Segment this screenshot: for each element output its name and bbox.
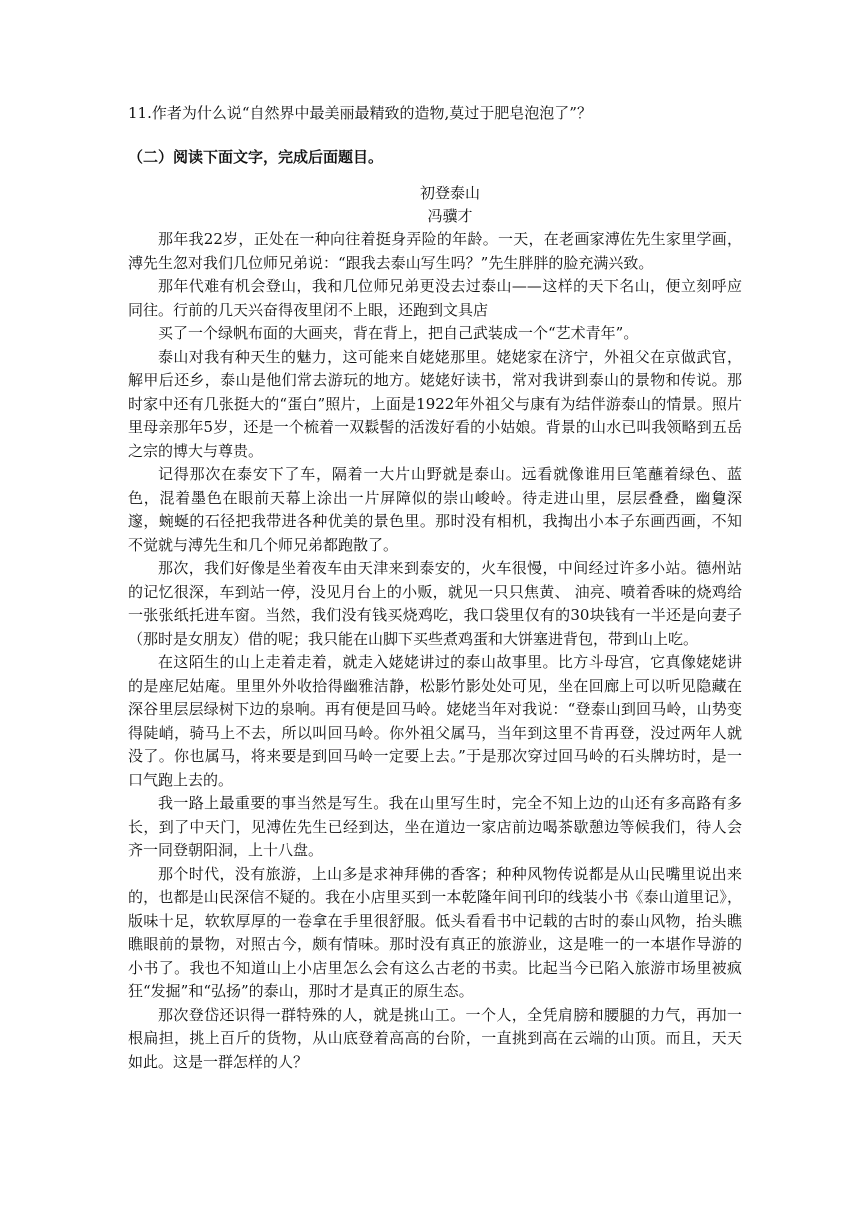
- paragraph: 那次登岱还识得一群特殊的人，就是挑山工。一个人，全凭肩膀和腰腿的力气，再加一根扁担，挑上百斤的货物，从山底登着高高的台阶，一直挑到高在云端的山顶。而且，天天如此。这是一群怎样的人？: [128, 1005, 742, 1071]
- paragraph: 我一路上最重要的事当然是写生。我在山里写生时，完全不知上边的山还有多高路有多长，到了中天门，见溥佐先生已经到达，坐在道边一家店前边喝茶歇憩边等候我们，待人会齐一同登朝阳洞，上十八盘。: [128, 794, 742, 859]
- paragraph: 那年我22岁，正处在一种向往着挺身弄险的年龄。一天，在老画家溥佐先生家里学画，溥先生忽对我们几位师兄弟说：“跟我去泰山写生吗？”先生胖胖的脸充满兴致。: [128, 230, 742, 272]
- paragraph: 那年代难有机会登山，我和几位师兄弟更没去过泰山——这样的天下名山，便立刻呼应同往。行前的几天兴奋得夜里闭不上眼，还跑到文具店: [128, 277, 742, 319]
- paragraph: 记得那次在泰安下了车，隔着一大片山野就是泰山。远看就像谁用巨笔蘸着绿色、蓝色，混着墨色在眼前天幕上涂出一片屏障似的崇山峻岭。待走进山里，层层叠叠，幽敻深邃，蜿蜒的石径把我带进各种优美的景色里。那时没有相机，我掏出小本子东画西画，不知不觉就与溥先生和几个师兄弟都跑散了。: [128, 465, 742, 554]
- article-author: 冯骥才: [427, 207, 473, 225]
- paragraph: 买了一个绿帆布面的大画夹，背在背上，把自己武装成一个“艺术青年”。: [158, 324, 639, 342]
- section-heading: （二）阅读下面文字，完成后面题目。: [128, 148, 384, 166]
- article-body: [128, 228, 742, 1074]
- question-11: 11.作者为什么说“自然界中最美丽最精致的造物,莫过于肥皂泡泡了”？: [128, 104, 592, 122]
- document-page: [128, 100, 742, 1074]
- paragraph: 那个时代，没有旅游，上山多是求神拜佛的香客；种种风物传说都是从山民嘴里说出来的，也都是山民深信不疑的。我在小店里买到一本乾隆年间刊印的线装小书《泰山道里记》，版味十足，软软厚厚的一卷拿在手里很舒服。低头看看书中记载的古时的泰山风物，抬头瞧瞧眼前的景物，对照古今，颇有情味。那时没有真正的旅游业，这是唯一的一本堪作导游的小书了。我也不知道山上小店里怎么会有这么古老的书卖。比起当今已陷入旅游市场里被疯狂“发掘”和“弘扬”的泰山，那时才是真正的原生态。: [128, 864, 742, 1000]
- paragraph: 那次，我们好像是坐着夜车由天津来到泰安的，火车很慢，中间经过许多小站。德州站的记忆很深，车到站一停，没见月台上的小贩，就见一只只焦黄、 油亮、喷着香味的烧鸡给一张张纸托进车窗。当然，我们没有钱买烧鸡吃，我口袋里仅有的30块钱有一半还是向妻子（那时是女朋友）借的呢；我只能在山脚下买些煮鸡蛋和大饼塞进背包，带到山上吃。: [128, 559, 742, 648]
- paragraph: 泰山对我有种天生的魅力，这可能来自姥姥那里。姥姥家在济宁，外祖父在京做武官，解甲后还乡，泰山是他们常去游玩的地方。姥姥好读书，常对我讲到泰山的景物和传说。那时家中还有几张挺大的“蛋白”照片，上面是1922年外祖父与康有为结伴游泰山的情景。照片里母亲那年5岁，还是一个梳着一双鬏髻的活泼好看的小姑娘。背景的山水已叫我领略到五岳之宗的博大与尊贵。: [128, 347, 742, 460]
- article-title: 初登泰山: [419, 184, 480, 202]
- paragraph: 在这陌生的山上走着走着，就走入姥姥讲过的泰山故事里。比方斗母宫，它真像姥姥讲的是座尼姑庵。里里外外收拾得幽雅洁静，松影竹影处处可见，坐在回廊上可以听见隐藏在深谷里层层绿树下边的泉响。再有便是回马岭。姥姥当年对我说：“登泰山到回马岭，山势变得陡峭，骑马上不去，所以叫回马岭。你外祖父属马，当年到这里不肯再登，没过两年人就没了。你也属马，将来要是到回马岭一定要上去。”于是那次穿过回马岭的石头牌坊时，是一口气跑上去的。: [128, 653, 742, 789]
